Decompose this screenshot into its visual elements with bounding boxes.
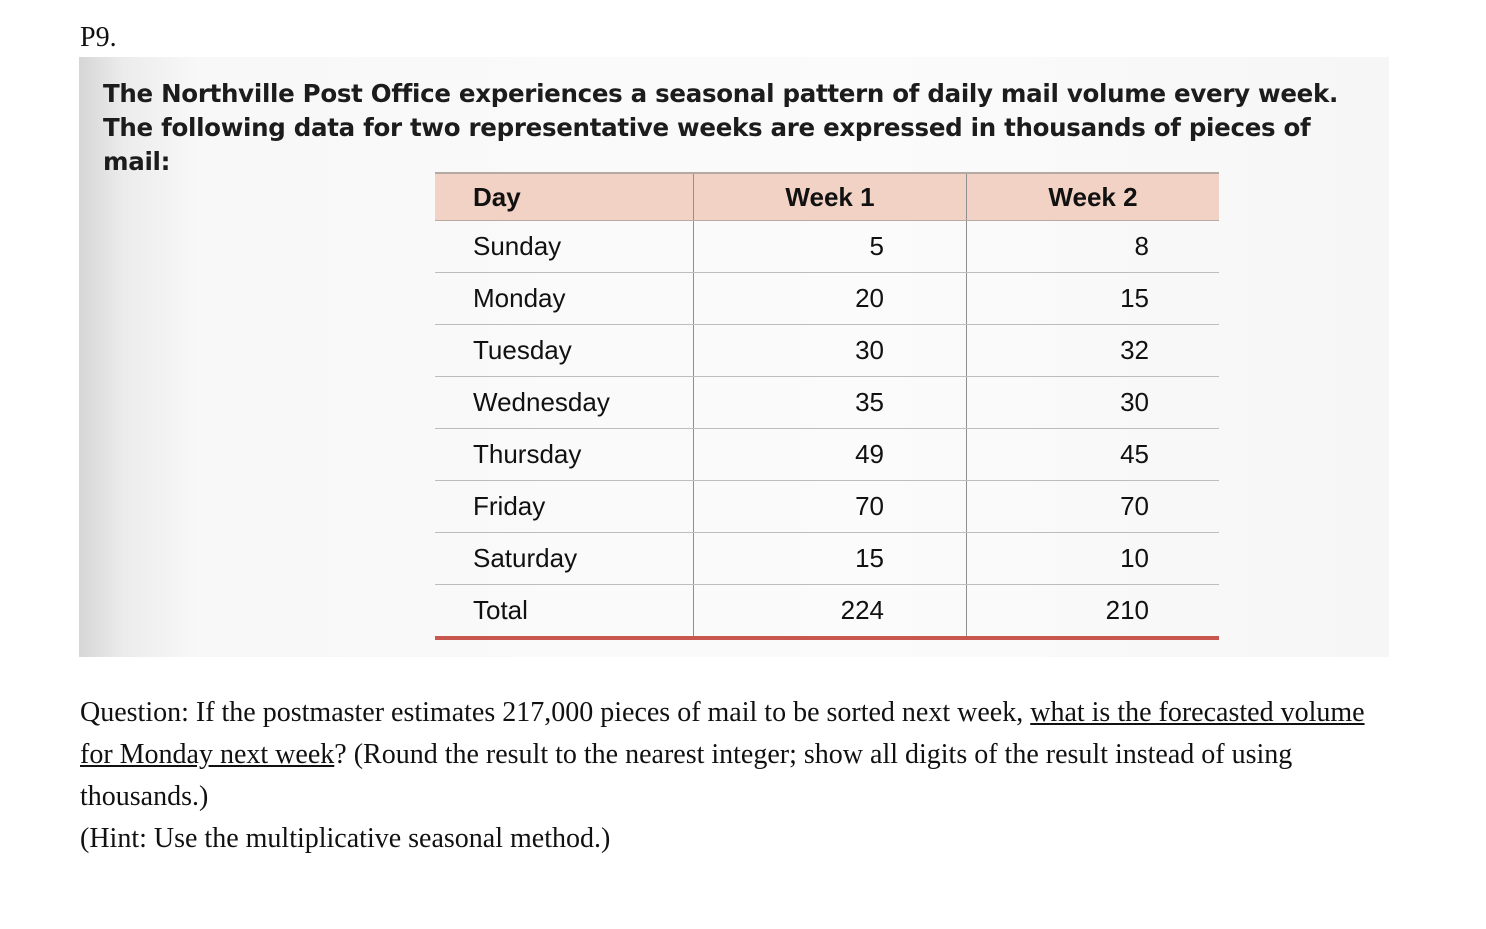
problem-number: P9.: [80, 22, 117, 53]
day-cell: Saturday: [435, 533, 694, 585]
question-suffix: ? (Round the result to the nearest integer; show all digits of the result instead of using thousands.): [80, 739, 1293, 812]
table-row: [435, 533, 1219, 585]
week2-total-cell: 210: [967, 585, 1220, 639]
table-row: [435, 221, 1219, 273]
week1-cell: 20: [694, 273, 967, 325]
scanned-textbook-excerpt: [79, 57, 1389, 657]
table-row: [435, 273, 1219, 325]
week1-cell: 15: [694, 533, 967, 585]
week1-cell: 30: [694, 325, 967, 377]
table-row: [435, 429, 1219, 481]
week1-cell: 35: [694, 377, 967, 429]
week2-cell: 8: [967, 221, 1220, 273]
day-cell: Sunday: [435, 221, 694, 273]
hint-text: (Hint: Use the multiplicative seasonal method.): [80, 823, 611, 854]
table-header-row: [435, 173, 1219, 221]
table-row: [435, 325, 1219, 377]
table-row: [435, 377, 1219, 429]
day-cell: Monday: [435, 273, 694, 325]
day-cell: Thursday: [435, 429, 694, 481]
header-week-1: Week 1: [694, 173, 967, 221]
header-day: Day: [435, 173, 694, 221]
week2-cell: 70: [967, 481, 1220, 533]
week2-cell: 32: [967, 325, 1220, 377]
table-total-row: [435, 585, 1219, 639]
total-label-cell: Total: [435, 585, 694, 639]
table-row: [435, 481, 1219, 533]
week2-cell: 30: [967, 377, 1220, 429]
question-prefix: Question: If the postmaster estimates 217,000 pieces of mail to be sorted next week,: [80, 697, 1031, 728]
week1-total-cell: 224: [694, 585, 967, 639]
day-cell: Tuesday: [435, 325, 694, 377]
mail-volume-table: [435, 172, 1219, 640]
question-underlined: what is the forecasted volume for Monday next week: [80, 697, 1365, 770]
question-block: [80, 692, 1400, 860]
week1-cell: 49: [694, 429, 967, 481]
week1-cell: 70: [694, 481, 967, 533]
week2-cell: 10: [967, 533, 1220, 585]
week1-cell: 5: [694, 221, 967, 273]
day-cell: Friday: [435, 481, 694, 533]
header-week-2: Week 2: [967, 173, 1220, 221]
week2-cell: 45: [967, 429, 1220, 481]
day-cell: Wednesday: [435, 377, 694, 429]
week2-cell: 15: [967, 273, 1220, 325]
problem-intro-text: The Northville Post Office experiences a seasonal pattern of daily mail volume every week. The following data for two representative weeks are expressed in thousands of pieces of mail:: [103, 79, 1338, 176]
